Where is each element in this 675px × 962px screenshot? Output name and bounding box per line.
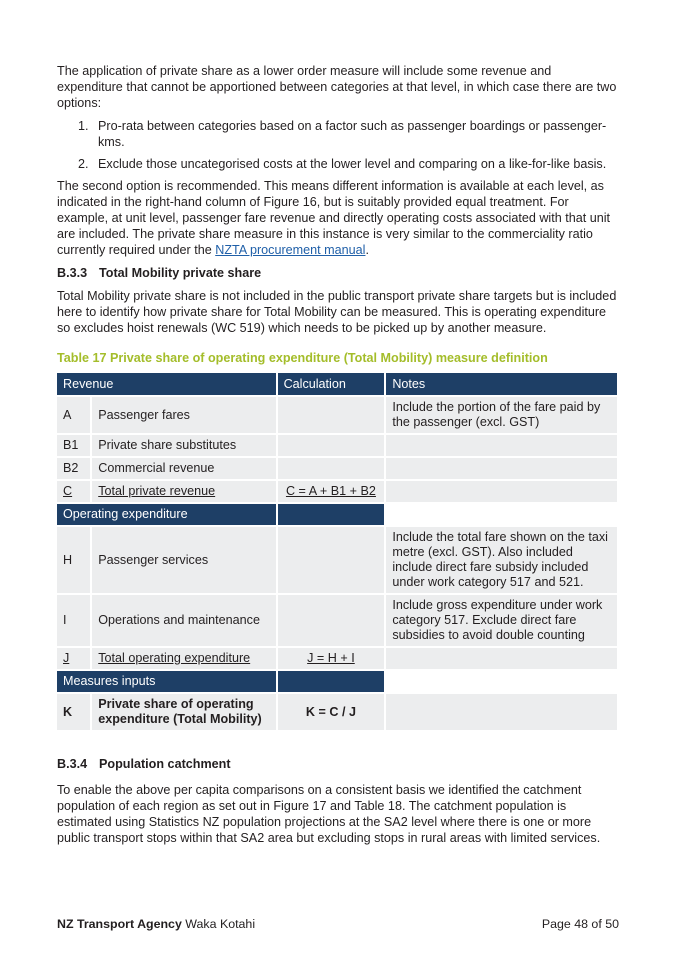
row-calc xyxy=(278,435,385,456)
footer-agency-rest: Waka Kotahi xyxy=(181,917,256,931)
row-code: K xyxy=(57,694,90,730)
page-footer xyxy=(57,916,619,932)
row-code: C xyxy=(57,481,90,502)
row-notes: Include gross expenditure under work category 517. Exclude direct fare subsidies to avoid double counting xyxy=(386,595,617,646)
list-number: 1. xyxy=(78,119,89,133)
section-row-opex xyxy=(57,504,617,525)
row-label: Commercial revenue xyxy=(92,458,275,479)
section-number: B.3.4 xyxy=(57,757,88,771)
section-heading-b33 xyxy=(57,265,619,281)
section-blank-cell xyxy=(386,504,617,525)
list-text: Exclude those uncategorised costs at the lower level and comparing on a like-for-like basis. xyxy=(98,157,607,171)
population-paragraph: To enable the above per capita comparisons on a consistent basis we identified the catchment population of each region as set out in Figure 17 and Table 18. The catchment population is estimated using Statistics NZ population projections at the SA2 level where there is one or more public transport stops within that SA2 area but excluding stops in rural areas with limited services. xyxy=(57,783,601,845)
row-label: Total private revenue xyxy=(92,481,275,502)
row-calc xyxy=(278,397,385,433)
row-label: Passenger services xyxy=(92,527,275,593)
list-number: 2. xyxy=(78,157,89,171)
row-label: Private share of operating expenditure (Total Mobility) xyxy=(92,694,275,730)
row-notes xyxy=(386,481,617,502)
recommendation-end: . xyxy=(365,243,369,257)
section-title: Total Mobility private share xyxy=(99,266,262,280)
row-calc: J = H + I xyxy=(278,648,385,669)
row-code: J xyxy=(57,648,90,669)
row-code: I xyxy=(57,595,90,646)
table-row xyxy=(57,435,617,456)
header-calculation: Calculation xyxy=(278,373,385,395)
section-row-inputs xyxy=(57,671,617,692)
nzta-procurement-manual-link[interactable]: NZTA procurement manual xyxy=(215,243,366,257)
row-code: A xyxy=(57,397,90,433)
section-label: Measures inputs xyxy=(57,671,276,692)
row-label: Private share substitutes xyxy=(92,435,275,456)
section-blank-cell xyxy=(386,671,617,692)
table-row xyxy=(57,527,617,593)
recommendation-text: The second option is recommended. This means different information is available at each level, as indicated in the right-hand column of Figure 16, but is suitably provided equal treatment. For example, at unit level, passenger fare revenue and directly operating costs associated with that unit are included. The private share measure in this instance is very similar to the commerciality ratio currently required under the xyxy=(57,179,611,257)
row-label: Passenger fares xyxy=(92,397,275,433)
row-label: Total operating expenditure xyxy=(92,648,275,669)
header-notes: Notes xyxy=(386,373,617,395)
row-notes: Include the portion of the fare paid by the passenger (excl. GST) xyxy=(386,397,617,433)
row-code: H xyxy=(57,527,90,593)
document-page xyxy=(57,63,619,853)
row-code: B2 xyxy=(57,458,90,479)
table-row xyxy=(57,694,617,730)
row-notes xyxy=(386,694,617,730)
total-mobility-paragraph: Total Mobility private share is not included in the public transport private share targets but is included here to identify how private share for Total Mobility can be measured. This is operating expenditure so excludes hoist renewals (WC 519) which needs to be picked up by another measure. xyxy=(57,289,617,335)
list-item xyxy=(57,118,619,150)
list-item xyxy=(57,156,619,172)
page-number: Page 48 of 50 xyxy=(541,917,619,931)
row-calc xyxy=(278,458,385,479)
row-calc xyxy=(278,527,385,593)
measure-definition-table xyxy=(55,371,619,732)
row-notes xyxy=(386,648,617,669)
section-heading-b34 xyxy=(57,756,619,772)
table-row xyxy=(57,595,617,646)
intro-paragraph: The application of private share as a lower order measure will include some revenue and expenditure that cannot be apportioned between categories at that level, in which case there are two options: xyxy=(57,64,617,110)
table-row xyxy=(57,458,617,479)
row-calc xyxy=(278,595,385,646)
list-text: Pro-rata between categories based on a factor such as passenger boardings or passenger-kms. xyxy=(98,119,607,149)
row-notes xyxy=(386,435,617,456)
section-title: Population catchment xyxy=(99,757,231,771)
recommendation-paragraph xyxy=(57,178,619,258)
section-label: Operating expenditure xyxy=(57,504,276,525)
table-row xyxy=(57,648,617,669)
section-empty-cell xyxy=(278,504,385,525)
table-caption: Table 17 Private share of operating expenditure (Total Mobility) measure definition xyxy=(57,351,548,365)
footer-agency-bold: NZ Transport Agency xyxy=(57,917,182,931)
footer-agency xyxy=(57,917,255,931)
row-calc: C = A + B1 + B2 xyxy=(278,481,385,502)
section-empty-cell xyxy=(278,671,385,692)
row-code: B1 xyxy=(57,435,90,456)
row-label: Operations and maintenance xyxy=(92,595,275,646)
row-calc: K = C / J xyxy=(278,694,385,730)
section-number: B.3.3 xyxy=(57,266,88,280)
table-row xyxy=(57,481,617,502)
row-notes: Include the total fare shown on the taxi metre (excl. GST). Also included include direct fare subsidy included under work category 517 and 521. xyxy=(386,527,617,593)
row-notes xyxy=(386,458,617,479)
options-list xyxy=(57,118,619,172)
header-revenue: Revenue xyxy=(57,373,276,395)
table-header-row xyxy=(57,373,617,395)
table-row xyxy=(57,397,617,433)
